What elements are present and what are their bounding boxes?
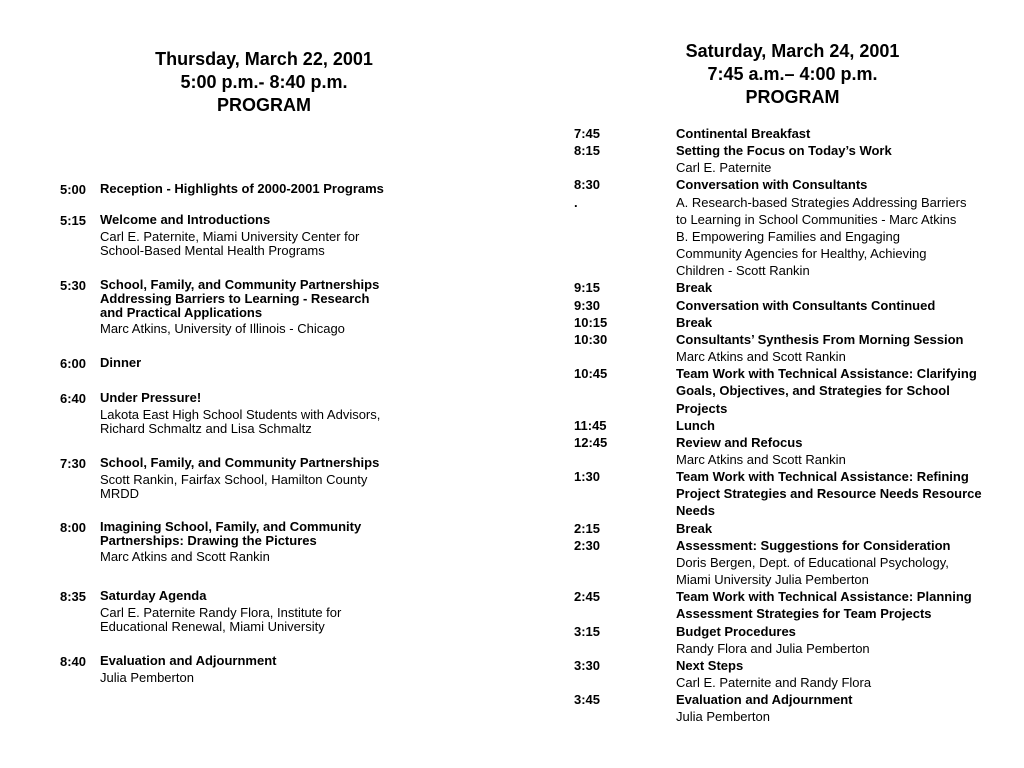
row-text: to Learning in School Communities - Marc Atkins	[676, 211, 957, 227]
item-time: 8:40	[60, 654, 87, 669]
row-text: B. Empowering Families and Engaging	[676, 228, 901, 244]
item-time: 7:30	[60, 456, 87, 471]
item-titles	[100, 456, 379, 471]
row-text: Marc Atkins and Scott Rankin	[676, 349, 846, 365]
item-titles	[100, 356, 141, 371]
item-title-line: Partnerships: Drawing the Pictures	[100, 533, 317, 548]
row-text: Julia Pemberton	[676, 709, 770, 725]
row-text: Break	[676, 520, 713, 536]
schedule-row	[574, 228, 1024, 245]
schedule-row	[574, 262, 1024, 279]
row-text: Carl E. Paternite and Randy Flora	[676, 675, 872, 690]
schedule-row	[574, 571, 1024, 588]
schedule-item	[60, 520, 520, 564]
row-text: Assessment: Suggestions for Consideration	[676, 537, 951, 553]
row-time	[574, 245, 676, 262]
schedule-row	[574, 417, 1024, 434]
item-detail-line: Julia Pemberton	[100, 670, 194, 685]
item-time: 8:00	[60, 520, 87, 535]
schedule-row	[574, 588, 1024, 605]
item-title-line: Imagining School, Family, and Community	[100, 519, 362, 534]
item-time: 8:35	[60, 589, 87, 604]
row-time: 2:30	[574, 537, 601, 553]
row-text: Setting the Focus on Today’s Work	[676, 143, 892, 159]
row-text: Conversation with Consultants	[676, 177, 868, 193]
item-details	[60, 322, 520, 336]
row-text: Needs	[676, 503, 716, 519]
item-detail-line: Lakota East High School Students with Advisors,	[100, 407, 381, 422]
schedule-row	[574, 708, 1024, 725]
schedule-item	[60, 278, 520, 336]
row-time	[574, 605, 676, 622]
row-time	[574, 640, 676, 657]
item-detail-line: School-Based Mental Health Programs	[100, 243, 325, 258]
row-text: Project Strategies and Resource Needs Resource	[676, 486, 982, 502]
row-time: 10:15	[574, 314, 608, 330]
schedule-row	[574, 245, 1024, 262]
item-titles	[100, 278, 379, 320]
saturday-schedule	[574, 125, 1024, 725]
saturday-hours: 7:45 a.m.– 4:00 p.m.	[707, 64, 878, 84]
row-text: Doris Bergen, Dept. of Educational Psychology,	[676, 554, 949, 570]
item-detail-line: Marc Atkins and Scott Rankin	[100, 549, 270, 564]
saturday-heading	[565, 40, 1020, 109]
item-titles	[100, 589, 206, 604]
schedule-row	[574, 691, 1024, 708]
schedule-row	[574, 520, 1024, 537]
row-time: 7:45	[574, 126, 601, 141]
row-time	[574, 502, 676, 519]
schedule-row	[574, 211, 1024, 228]
item-detail-line: Marc Atkins, University of Illinois - Chicago	[100, 321, 345, 336]
schedule-row	[574, 348, 1024, 365]
schedule-row	[574, 125, 1024, 142]
row-time	[574, 348, 676, 365]
row-time: 11:45	[574, 417, 607, 433]
item-details	[60, 408, 520, 436]
item-time: 5:15	[60, 213, 87, 228]
schedule-item	[60, 182, 520, 197]
row-time: 2:45	[574, 589, 601, 605]
row-time	[574, 485, 676, 502]
item-details	[60, 230, 520, 258]
schedule-row	[574, 142, 1024, 159]
row-time: 12:45	[574, 434, 608, 450]
item-titles	[100, 654, 276, 669]
item-time: 5:30	[60, 278, 87, 293]
row-time: 8:30	[574, 177, 601, 193]
row-text: Break	[676, 280, 713, 296]
item-detail-line: Carl E. Paternite, Miami University Center for	[100, 229, 360, 244]
thursday-hours: 5:00 p.m.- 8:40 p.m.	[180, 72, 348, 92]
row-time	[574, 674, 676, 691]
schedule-row	[574, 159, 1024, 176]
schedule-item	[60, 456, 520, 501]
item-title-line: School, Family, and Community Partnerships	[100, 277, 380, 292]
row-text: Marc Atkins and Scott Rankin	[676, 451, 846, 467]
row-text: Randy Flora and Julia Pemberton	[676, 640, 870, 656]
item-title-line: Reception - Highlights of 2000-2001 Programs	[100, 181, 384, 196]
item-title-line: Evaluation and Adjournment	[100, 653, 277, 668]
item-detail-line: Carl E. Paternite Randy Flora, Institute for	[100, 605, 342, 620]
schedule-row	[574, 657, 1024, 674]
schedule-row	[574, 554, 1024, 571]
row-time	[574, 451, 676, 468]
schedule-item	[60, 213, 520, 258]
row-text: Team Work with Technical Assistance: Refining	[676, 469, 969, 485]
item-details	[60, 473, 520, 501]
item-titles	[100, 182, 384, 197]
schedule-row	[574, 331, 1024, 348]
schedule-row	[574, 382, 1024, 399]
item-detail-line: MRDD	[100, 486, 139, 501]
schedule-row	[574, 502, 1024, 519]
item-time: 6:40	[60, 391, 87, 406]
row-text: Carl E. Paternite	[676, 160, 772, 176]
row-text: Team Work with Technical Assistance: Clarifying	[676, 366, 977, 382]
schedule-row	[574, 297, 1024, 314]
row-text: Evaluation and Adjournment	[676, 692, 853, 708]
schedule-row	[574, 451, 1024, 468]
row-text: Projects	[676, 400, 728, 416]
row-time	[574, 159, 676, 176]
row-time: 10:30	[574, 331, 608, 347]
item-titles	[100, 520, 361, 548]
item-detail-line: Richard Schmaltz and Lisa Schmaltz	[100, 421, 312, 436]
row-text: Miami University Julia Pemberton	[676, 572, 869, 588]
item-title-line: Saturday Agenda	[100, 588, 207, 603]
row-text: Review and Refocus	[676, 434, 803, 450]
row-time: 3:30	[574, 657, 601, 673]
row-time: .	[574, 194, 578, 210]
schedule-item	[60, 654, 520, 685]
schedule-row	[574, 537, 1024, 554]
row-text: Conversation with Consultants Continued	[676, 297, 936, 313]
schedule-item	[60, 356, 520, 371]
item-titles	[100, 391, 201, 406]
row-time: 10:45	[574, 366, 608, 382]
saturday-date: Saturday, March 24, 2001	[685, 41, 900, 61]
schedule-row	[574, 400, 1024, 417]
row-time: 9:30	[574, 297, 601, 313]
item-title-line: Welcome and Introductions	[100, 212, 271, 227]
schedule-row	[574, 485, 1024, 502]
thursday-heading	[4, 48, 524, 117]
schedule-item	[60, 589, 520, 634]
row-text: A. Research-based Strategies Addressing Barriers	[676, 194, 967, 210]
saturday-program-label: PROGRAM	[745, 87, 840, 107]
row-time	[574, 228, 676, 245]
row-time: 8:15	[574, 143, 601, 159]
schedule-row	[574, 674, 1024, 691]
schedule-row	[574, 468, 1024, 485]
item-title-line: School, Family, and Community Partnerships	[100, 455, 380, 470]
row-text: Team Work with Technical Assistance: Planning	[676, 589, 972, 605]
item-detail-line: Scott Rankin, Fairfax School, Hamilton County	[100, 472, 368, 487]
row-text: Next Steps	[676, 657, 744, 673]
schedule-row	[574, 623, 1024, 640]
schedule-row	[574, 279, 1024, 296]
row-time: 3:15	[574, 623, 601, 639]
schedule-row	[574, 176, 1024, 193]
row-text: Assessment Strategies for Team Projects	[676, 606, 932, 622]
row-text: Consultants’ Synthesis From Morning Session	[676, 331, 964, 347]
row-time	[574, 400, 676, 417]
row-time: 3:45	[574, 692, 601, 708]
row-time	[574, 211, 676, 228]
row-time: 1:30	[574, 469, 601, 485]
schedule-row	[574, 605, 1024, 622]
schedule-row	[574, 434, 1024, 451]
thursday-date: Thursday, March 22, 2001	[155, 49, 373, 69]
row-text: Budget Procedures	[676, 623, 796, 639]
item-details	[60, 671, 520, 685]
item-title-line: Dinner	[100, 355, 142, 370]
schedule-item	[60, 391, 520, 436]
item-details	[60, 550, 520, 564]
item-detail-line: Educational Renewal, Miami University	[100, 619, 325, 634]
schedule-row	[574, 314, 1024, 331]
schedule-row	[574, 640, 1024, 657]
item-time: 6:00	[60, 356, 87, 371]
row-time	[574, 382, 676, 399]
item-title-line: and Practical Applications	[100, 305, 263, 320]
item-title-line: Under Pressure!	[100, 390, 202, 405]
schedule-row	[574, 365, 1024, 382]
thursday-program-label: PROGRAM	[217, 95, 311, 115]
item-title-line: Addressing Barriers to Learning - Research	[100, 291, 370, 306]
row-time	[574, 262, 676, 279]
row-text: Break	[676, 314, 713, 330]
row-time: 9:15	[574, 280, 601, 296]
row-time	[574, 554, 676, 571]
schedule-row	[574, 194, 1024, 211]
row-text: Goals, Objectives, and Strategies for School	[676, 383, 950, 399]
row-text: Children - Scott Rankin	[676, 263, 810, 279]
item-details	[60, 606, 520, 634]
item-time: 5:00	[60, 182, 87, 197]
row-text: Lunch	[676, 417, 715, 433]
row-time: 2:15	[574, 520, 601, 536]
row-time	[574, 571, 676, 588]
item-titles	[100, 213, 270, 228]
row-text: Community Agencies for Healthy, Achieving	[676, 246, 927, 262]
row-time	[574, 708, 676, 725]
row-text: Continental Breakfast	[676, 126, 811, 141]
